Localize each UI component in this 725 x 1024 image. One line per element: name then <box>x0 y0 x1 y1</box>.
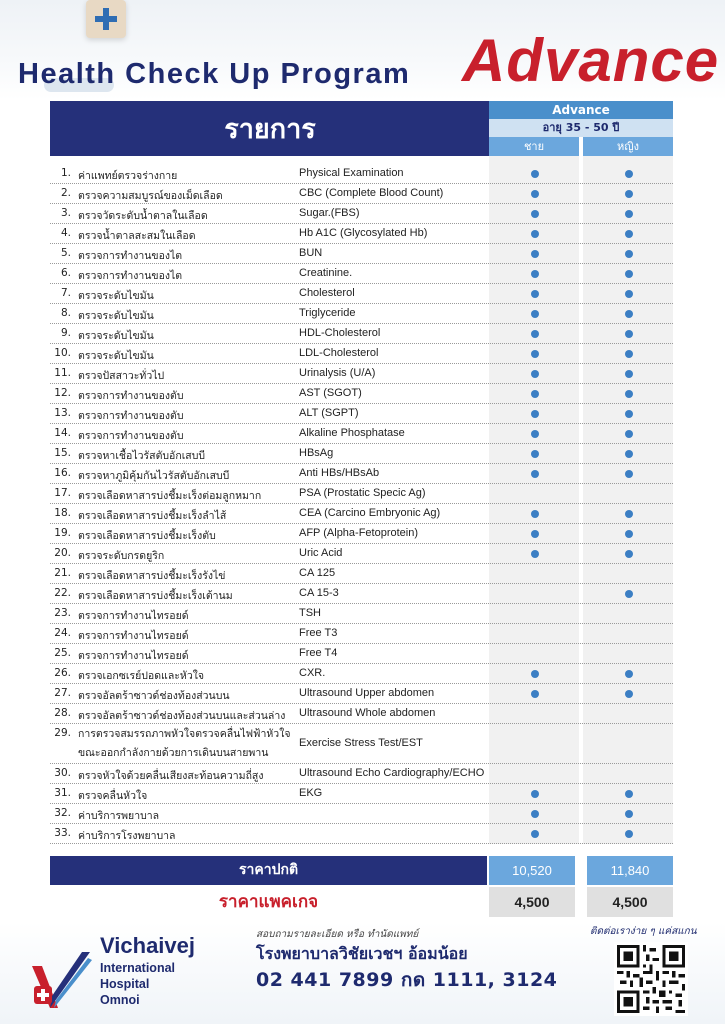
table-row <box>50 524 673 544</box>
female-included-dot-icon <box>625 690 633 698</box>
male-included-dot-icon <box>531 810 539 818</box>
row-english-label: HBsAg <box>299 447 334 459</box>
female-included-dot-icon <box>625 470 633 478</box>
row-number: 23. <box>54 607 71 619</box>
female-included-dot-icon <box>625 210 633 218</box>
table-row <box>50 204 673 224</box>
male-included-dot-icon <box>531 450 539 458</box>
row-number: 28. <box>54 707 71 719</box>
female-included-dot-icon <box>625 830 633 838</box>
row-number: 4. <box>60 227 71 239</box>
row-english-label: Physical Examination <box>299 167 404 179</box>
table-row <box>50 364 673 384</box>
male-included-dot-icon <box>531 670 539 678</box>
row-number: 22. <box>54 587 71 599</box>
row-thai-label: ตรวจการทำงานไทรอยด์ <box>78 650 189 662</box>
table-row <box>50 784 673 804</box>
table-row <box>50 704 673 724</box>
female-included-dot-icon <box>625 510 633 518</box>
row-thai-label: ตรวจหัวใจด้วยคลื่นเสียงสะท้อนความถี่สูง <box>78 770 264 782</box>
table-row <box>50 304 673 324</box>
row-english-label: CA 125 <box>299 567 336 579</box>
table-row <box>50 424 673 444</box>
row-number: 25. <box>54 647 71 659</box>
table-row <box>50 384 673 404</box>
hospital-logo-icon <box>28 946 94 1012</box>
female-included-dot-icon <box>625 250 633 258</box>
row-thai-label: ตรวจวัดระดับน้ำตาลในเลือด <box>78 210 208 222</box>
row-thai-label: การตรวจสมรรถภาพหัวใจตรวจคลื่นไฟฟ้าหัวใจขณะออกกำลังกายด้วยการเดินบนสายพาน <box>78 728 291 759</box>
table-row <box>50 164 673 184</box>
contact-hospital-name: โรงพยาบาลวิชัยเวชฯ อ้อมน้อย <box>256 944 468 963</box>
row-thai-label: ตรวจเลือดหาสารบ่งชี้มะเร็งตับ <box>78 530 216 542</box>
row-number: 17. <box>54 487 71 499</box>
table-row <box>50 244 673 264</box>
table-row <box>50 184 673 204</box>
table-row <box>50 444 673 464</box>
row-english-label: CA 15-3 <box>299 587 339 599</box>
male-included-dot-icon <box>531 690 539 698</box>
male-included-dot-icon <box>531 410 539 418</box>
row-thai-label: ตรวจระดับไขมัน <box>78 310 154 322</box>
row-english-label: Anti HBs/HBsAb <box>299 467 380 479</box>
row-thai-label: ตรวจการทำงานของตับ <box>78 410 184 422</box>
row-thai-label: ตรวจเลือดหาสารบ่งชี้มะเร็งต่อมลูกหมาก <box>78 490 262 502</box>
age-range-header: อายุ 35 - 50 ปี <box>489 119 673 137</box>
female-included-dot-icon <box>625 310 633 318</box>
row-english-label: HDL-Cholesterol <box>299 327 381 339</box>
row-number: 26. <box>54 667 71 679</box>
row-thai-label: ตรวจเลือดหาสารบ่งชี้มะเร็งเต้านม <box>78 590 233 602</box>
male-column-header: ชาย <box>489 137 579 156</box>
table-row <box>50 484 673 504</box>
normal-price-female: 11,840 <box>587 856 673 885</box>
row-english-label: BUN <box>299 247 323 259</box>
female-included-dot-icon <box>625 170 633 178</box>
row-english-label: LDL-Cholesterol <box>299 347 379 359</box>
row-english-label: Triglyceride <box>299 307 356 319</box>
table-row <box>50 464 673 484</box>
row-thai-label: ตรวจปัสสาวะทั่วไป <box>78 370 165 382</box>
hospital-subtitle <box>100 960 175 1008</box>
row-english-label: CXR. <box>299 667 326 679</box>
row-number: 20. <box>54 547 71 559</box>
program-header: Advance <box>489 101 673 119</box>
hospital-sub-line1: International <box>100 961 176 975</box>
female-included-dot-icon <box>625 290 633 298</box>
row-number: 14. <box>54 427 71 439</box>
female-included-dot-icon <box>625 390 633 398</box>
row-english-label: ALT (SGPT) <box>299 407 359 419</box>
items-header-label: รายการ <box>224 114 316 145</box>
row-thai-label: ตรวจเลือดหาสารบ่งชี้มะเร็งลำไส้ <box>78 510 227 522</box>
male-included-dot-icon <box>531 190 539 198</box>
row-english-label: Free T3 <box>299 627 338 639</box>
female-included-dot-icon <box>625 330 633 338</box>
row-number: 9. <box>60 327 71 339</box>
row-thai-label: ตรวจน้ำตาลสะสมในเลือด <box>78 230 196 242</box>
row-thai-label: ค่าบริการพยาบาล <box>78 810 160 822</box>
row-thai-label: ตรวจการทำงานไทรอยด์ <box>78 630 189 642</box>
normal-price-label: ราคาปกติ <box>50 856 487 885</box>
female-included-dot-icon <box>625 550 633 558</box>
qr-code-icon[interactable] <box>614 942 688 1016</box>
row-english-label: PSA (Prostatic Specic Ag) <box>299 487 426 499</box>
row-english-label: Free T4 <box>299 647 338 659</box>
row-number: 31. <box>54 787 71 799</box>
hospital-sub-line2: Hospital <box>100 977 150 991</box>
row-english-label: CEA (Carcino Embryonic Ag) <box>299 507 441 519</box>
row-thai-label: ตรวจความสมบูรณ์ของเม็ดเลือด <box>78 190 223 202</box>
table-row <box>50 804 673 824</box>
row-number: 11. <box>54 367 71 379</box>
female-included-dot-icon <box>625 230 633 238</box>
male-included-dot-icon <box>531 510 539 518</box>
male-included-dot-icon <box>531 350 539 358</box>
row-number: 32. <box>54 807 71 819</box>
row-number: 19. <box>54 527 71 539</box>
table-row <box>50 724 673 764</box>
row-thai-label: ตรวจระดับไขมัน <box>78 350 154 362</box>
row-english-label: Ultrasound Echo Cardiography/ECHO <box>299 767 485 779</box>
row-number: 5. <box>60 247 71 259</box>
row-thai-label: ตรวจระดับกรดยูริก <box>78 550 165 562</box>
row-thai-label: ตรวจคลื่นหัวใจ <box>78 790 148 802</box>
normal-price-male: 10,520 <box>489 856 575 885</box>
row-number: 30. <box>54 767 71 779</box>
male-included-dot-icon <box>531 330 539 338</box>
row-thai-label: ตรวจหาเชื้อไวรัสตับอักเสบบี <box>78 450 206 462</box>
row-english-label: Creatinine. <box>299 267 353 279</box>
row-english-label: Uric Acid <box>299 547 343 559</box>
row-thai-label: ตรวจระดับไขมัน <box>78 290 154 302</box>
row-number: 21. <box>54 567 71 579</box>
row-thai-label: ตรวจอัลตร้าซาวด์ช่องท้องส่วนบน <box>78 690 230 702</box>
row-number: 33. <box>54 827 71 839</box>
male-included-dot-icon <box>531 790 539 798</box>
page-title: Health Check Up Program <box>18 58 411 90</box>
row-number: 2. <box>60 187 71 199</box>
table-row <box>50 264 673 284</box>
female-column-header: หญิง <box>583 137 673 156</box>
female-included-dot-icon <box>625 450 633 458</box>
female-included-dot-icon <box>625 270 633 278</box>
row-english-label: Ultrasound Upper abdomen <box>299 687 435 699</box>
table-row <box>50 684 673 704</box>
table-row <box>50 404 673 424</box>
table-row <box>50 644 673 664</box>
row-number: 12. <box>54 387 71 399</box>
female-included-dot-icon <box>625 790 633 798</box>
row-number: 7. <box>60 287 71 299</box>
row-thai-label: ค่าบริการโรงพยาบาล <box>78 830 176 842</box>
table-row <box>50 584 673 604</box>
male-included-dot-icon <box>531 210 539 218</box>
row-number: 6. <box>60 267 71 279</box>
row-english-label: Urinalysis (U/A) <box>299 367 376 379</box>
row-number: 18. <box>54 507 71 519</box>
row-thai-label: ตรวจระดับไขมัน <box>78 330 154 342</box>
female-included-dot-icon <box>625 810 633 818</box>
package-price-female: 4,500 <box>587 887 673 917</box>
male-included-dot-icon <box>531 290 539 298</box>
table-row <box>50 764 673 784</box>
row-english-label: EKG <box>299 787 323 799</box>
female-included-dot-icon <box>625 670 633 678</box>
checkup-items-table <box>50 164 673 844</box>
row-thai-label: ตรวจการทำงานของตับ <box>78 430 184 442</box>
male-included-dot-icon <box>531 270 539 278</box>
row-english-label: Ultrasound Whole abdomen <box>299 707 436 719</box>
female-included-dot-icon <box>625 410 633 418</box>
female-included-dot-icon <box>625 430 633 438</box>
female-included-dot-icon <box>625 530 633 538</box>
female-included-dot-icon <box>625 190 633 198</box>
hospital-name: Vichaivej <box>100 933 195 958</box>
male-included-dot-icon <box>531 470 539 478</box>
table-row <box>50 344 673 364</box>
row-number: 1. <box>60 167 71 179</box>
row-number: 8. <box>60 307 71 319</box>
female-included-dot-icon <box>625 350 633 358</box>
male-included-dot-icon <box>531 830 539 838</box>
row-english-label: TSH <box>299 607 321 619</box>
row-number: 27. <box>54 687 71 699</box>
row-number: 13. <box>54 407 71 419</box>
qr-note: ติดต่อเราง่าย ๆ แค่สแกน <box>590 926 697 937</box>
row-english-label: AST (SGOT) <box>299 387 362 399</box>
row-number: 29. <box>54 727 71 739</box>
row-thai-label: ตรวจเอกซเรย์ปอดและหัวใจ <box>78 670 204 682</box>
row-number: 16. <box>54 467 71 479</box>
female-included-dot-icon <box>625 590 633 598</box>
row-thai-label: ตรวจหาภูมิคุ้มกันไวรัสตับอักเสบบี <box>78 470 230 482</box>
row-thai-label: ตรวจอัลตร้าซาวด์ช่องท้องส่วนบนและส่วนล่าง <box>78 710 286 722</box>
male-included-dot-icon <box>531 230 539 238</box>
table-row <box>50 624 673 644</box>
row-number: 24. <box>54 627 71 639</box>
page-title-accent: Advance <box>462 27 720 94</box>
female-included-dot-icon <box>625 370 633 378</box>
table-row <box>50 564 673 584</box>
male-included-dot-icon <box>531 430 539 438</box>
package-price-male: 4,500 <box>489 887 575 917</box>
row-thai-label: ตรวจการทำงานของตับ <box>78 390 184 402</box>
row-thai-label: ตรวจเลือดหาสารบ่งชี้มะเร็งรังไข่ <box>78 570 226 582</box>
items-column-header <box>50 101 490 156</box>
table-row <box>50 224 673 244</box>
row-number: 15. <box>54 447 71 459</box>
male-included-dot-icon <box>531 550 539 558</box>
row-english-label: Exercise Stress Test/EST <box>299 737 423 749</box>
row-english-label: AFP (Alpha-Fetoprotein) <box>299 527 419 539</box>
contact-note: สอบถามรายละเอียด หรือ ทำนัดแพทย์ <box>256 929 419 940</box>
male-included-dot-icon <box>531 530 539 538</box>
row-english-label: Sugar.(FBS) <box>299 207 360 219</box>
row-thai-label: ค่าแพทย์ตรวจร่างกาย <box>78 170 178 182</box>
table-row <box>50 504 673 524</box>
medical-cross-icon-bar <box>95 16 117 22</box>
table-row <box>50 824 673 844</box>
male-included-dot-icon <box>531 390 539 398</box>
row-english-label: Cholesterol <box>299 287 355 299</box>
row-english-label: Alkaline Phosphatase <box>299 427 405 439</box>
hospital-sub-line3: Omnoi <box>100 993 140 1007</box>
row-number: 3. <box>60 207 71 219</box>
table-row <box>50 604 673 624</box>
row-thai-label: ตรวจการทำงานของไต <box>78 270 183 282</box>
row-thai-label: ตรวจการทำงานของไต <box>78 250 183 262</box>
male-included-dot-icon <box>531 370 539 378</box>
table-row <box>50 284 673 304</box>
row-number: 10. <box>54 347 71 359</box>
table-row <box>50 324 673 344</box>
table-row <box>50 664 673 684</box>
contact-phone[interactable]: 02 441 7899 กด 1111, 3124 <box>256 969 558 991</box>
row-english-label: Hb A1C (Glycosylated Hb) <box>299 227 428 239</box>
male-included-dot-icon <box>531 250 539 258</box>
male-included-dot-icon <box>531 310 539 318</box>
row-english-label: CBC (Complete Blood Count) <box>299 187 444 199</box>
row-thai-label: ตรวจการทำงานไทรอยด์ <box>78 610 189 622</box>
male-included-dot-icon <box>531 170 539 178</box>
package-price-label: ราคาแพคเกจ <box>218 892 319 912</box>
table-row <box>50 544 673 564</box>
